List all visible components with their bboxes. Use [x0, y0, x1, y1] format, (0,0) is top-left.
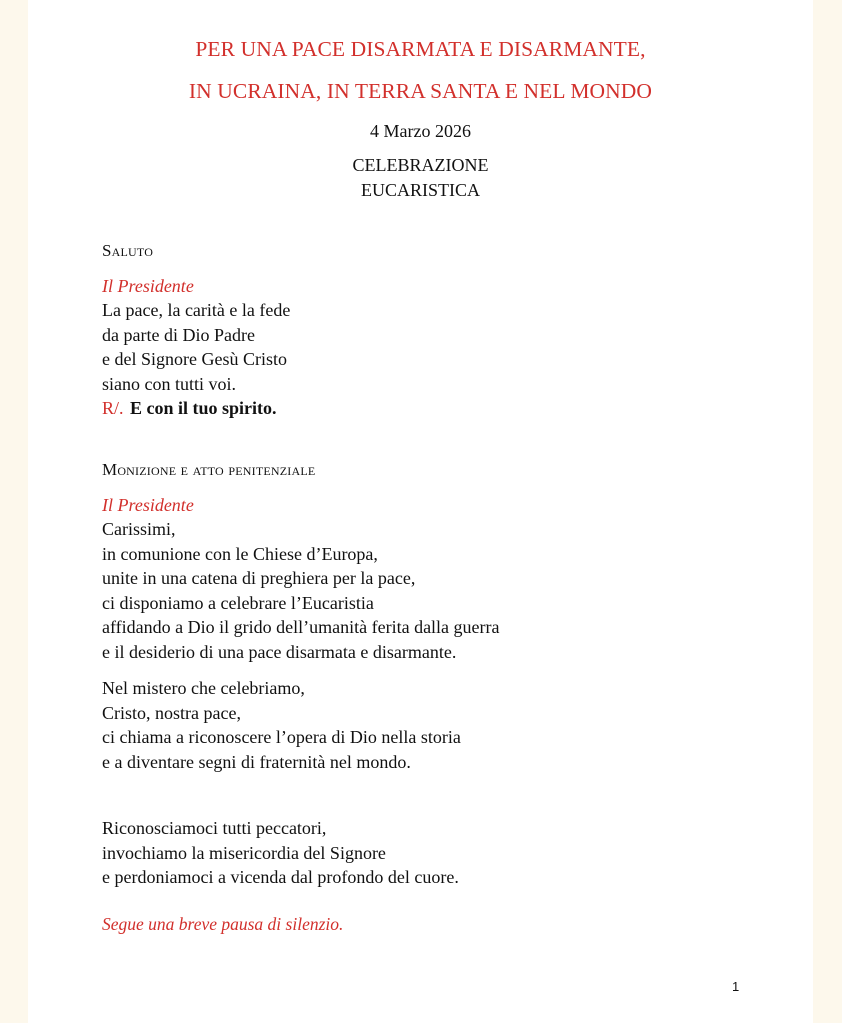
text-line: e il desiderio di una pace disarmata e disarmante.: [102, 641, 457, 662]
speaker-label-monizione: Il Presidente: [102, 495, 194, 515]
section-heading-monizione: Monizione e atto penitenziale: [102, 460, 316, 479]
text-line: e del Signore Gesù Cristo: [102, 349, 287, 369]
text-line: unite in una catena di preghiera per la pace,: [102, 568, 416, 588]
subtitle-line-2: EUCARISTICA: [360, 180, 480, 200]
response-line: [102, 396, 290, 421]
text-line: Nel mistero che celebriamo,: [102, 678, 305, 698]
text-line: Riconosciamoci tutti peccatori,: [102, 818, 327, 838]
celebration-date: 4 Marzo 2026: [370, 121, 471, 141]
document-title-line-2: IN UCRAINA, IN TERRA SANTA E NEL MONDO: [188, 79, 653, 103]
text-line: siano con tutti voi.: [102, 373, 236, 394]
text-line: ci disponiamo a celebrare l’Eucaristia: [102, 592, 374, 613]
text-line: invochiamo la misericordia del Signore: [102, 842, 386, 863]
saluto-text: [102, 298, 290, 421]
page-number: 1: [732, 979, 740, 994]
monizione-paragraph-3: [102, 816, 459, 890]
text-line: in comunione con le Chiese d’Europa,: [102, 543, 378, 564]
document-title-line-1: PER UNA PACE DISARMATA E DISARMANTE,: [195, 37, 646, 61]
speaker-label-saluto: Il Presidente: [102, 276, 194, 296]
document-page: [28, 0, 813, 1023]
monizione-paragraph-2: [102, 676, 461, 774]
text-line: La pace, la carità e la fede: [102, 300, 291, 320]
text-line: da parte di Dio Padre: [102, 324, 255, 345]
section-heading-saluto: Saluto: [102, 241, 154, 260]
text-line: e perdoniamoci a vicenda dal profondo del cuore.: [102, 867, 459, 887]
subtitle-line-1: CELEBRAZIONE: [352, 155, 489, 175]
text-line: affidando a Dio il grido dell’umanità ferita dalla guerra: [102, 617, 500, 637]
text-line: Cristo, nostra pace,: [102, 702, 241, 723]
response-text: E con il tuo spirito.: [130, 398, 277, 418]
response-label: R/.: [102, 398, 124, 418]
text-line: Carissimi,: [102, 519, 176, 539]
monizione-paragraph-1: [102, 517, 500, 664]
text-line: e a diventare segni di fraternità nel mondo.: [102, 751, 411, 772]
rubric-silence: Segue una breve pausa di silenzio.: [102, 914, 344, 934]
text-line: ci chiama a riconoscere l’opera di Dio nella storia: [102, 727, 461, 747]
